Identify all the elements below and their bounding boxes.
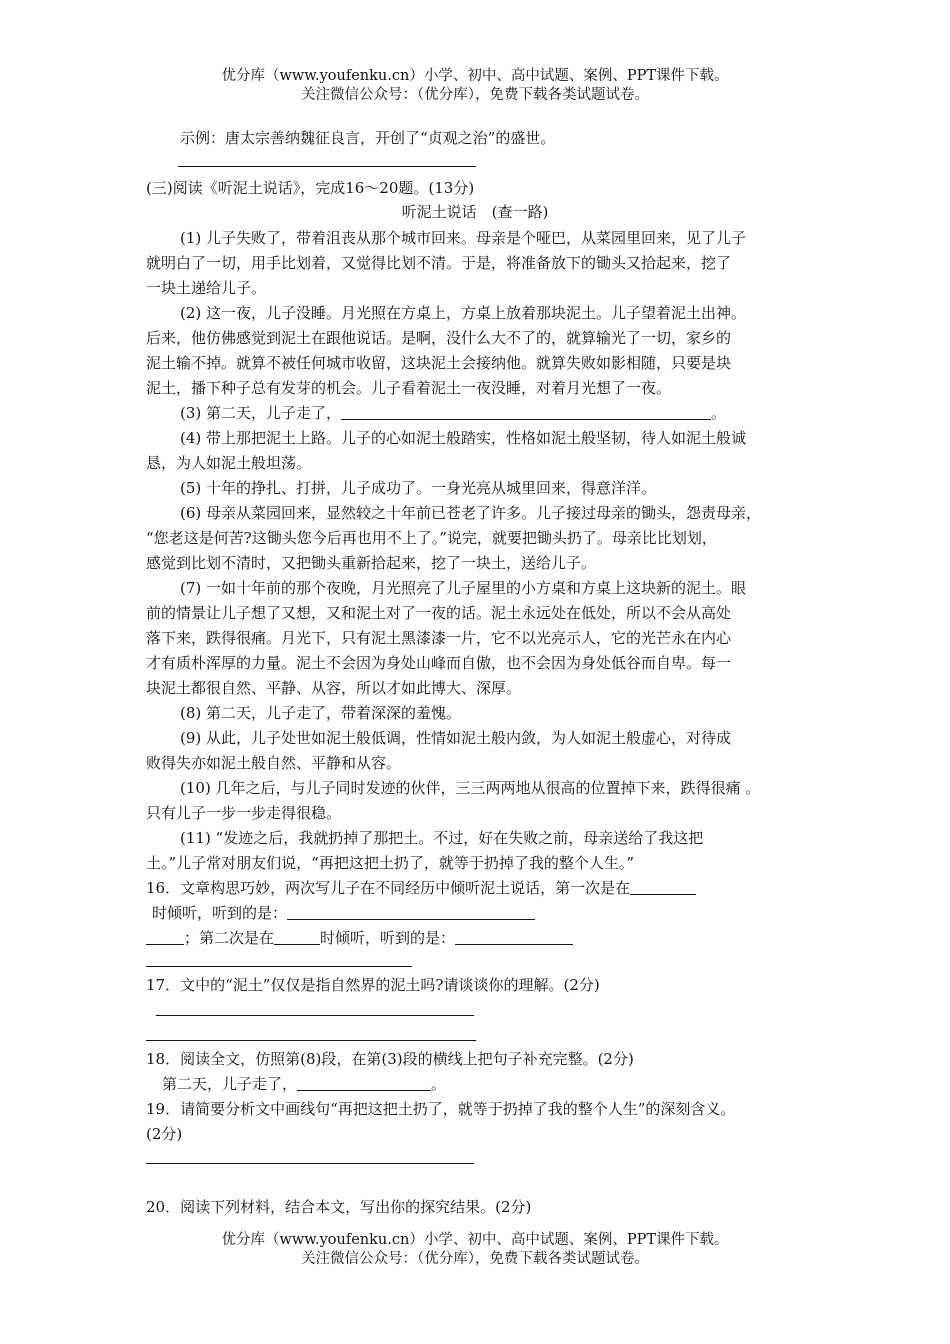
question-18: 18．阅读全文，仿照第(8)段，在第(3)段的横线上把句子补充完整。(2分)	[146, 1050, 634, 1068]
paragraph-line: 才有质朴浑厚的力量。泥土不会因为身处山峰而自傲，也不会因为身处低谷而自卑。每一	[146, 654, 732, 672]
paragraph-3-start: (3) 第二天，儿子走了，	[180, 404, 342, 422]
question-16-blank-3[interactable]	[146, 929, 184, 945]
paragraph-line: (10) 几年之后，与儿子同时发迹的伙伴，三三两两地从很高的位置掉下来，跌得很痛 。	[180, 779, 761, 797]
paragraph-3-blank[interactable]	[341, 404, 711, 420]
paragraph-line: (7) 一如十年前的那个夜晚，月光照亮了儿子屋里的小方桌和方桌上这块新的泥土。眼	[180, 579, 747, 597]
paragraph-line: (4) 带上那把泥土上路。儿子的心如泥土般踏实，性格如泥土般坚韧，待人如泥土般诚	[180, 429, 747, 447]
page-footer-line-2: 关注微信公众号：（优分库），免费下载各类试题试卷。	[301, 1251, 649, 1267]
paragraph-line: (9) 从此，儿子处世如泥土般低调，性情如泥土般内敛，为人如泥土般虚心，对待成	[180, 729, 732, 747]
paragraph-line: 只有儿子一步一步走得很稳。	[146, 804, 342, 822]
question-16-part-d: 时倾听，听到的是：	[320, 929, 456, 947]
paragraph-line: 泥土，播下种子总有发芽的机会。儿子看着泥土一夜没睡，对着月光想了一夜。	[146, 379, 672, 397]
paragraph-line: 块泥土都很自然、平静、从容，所以才如此博大、深厚。	[146, 679, 522, 697]
article-title: 听泥土说话 (查一路)	[401, 203, 549, 221]
paragraph-line: 落下来，跌得很痛。月光下，只有泥土黑漆漆一片，它不以光亮示人，它的光芒永在内心	[146, 629, 732, 647]
paragraph-line: 土。”儿子常对朋友们说，“再把这把土扔了，就等于扔掉了我的整个人生。”	[146, 854, 635, 872]
question-16-blank-5[interactable]	[455, 929, 573, 945]
answer-line[interactable]	[146, 966, 412, 967]
question-18-blank[interactable]	[297, 1075, 431, 1091]
question-16-blank-1[interactable]	[630, 879, 696, 895]
question-16-line-2	[152, 903, 535, 923]
paragraph-line: 感觉到比划不清时，又把锄头重新拾起来，挖了一块土，送给儿子。	[146, 554, 597, 572]
section-heading: (三)阅读《听泥土说话》，完成16～20题。(13分)	[146, 179, 475, 197]
question-16-blank-2[interactable]	[287, 904, 535, 920]
answer-line[interactable]	[146, 1040, 476, 1041]
paragraph-line: (11) “发迹之后，我就扔掉了那把土。不过，好在失败之前，母亲送给了我这把	[180, 829, 704, 847]
paragraph-line: 就明白了一切，用手比划着，又觉得比划不清。于是，将准备放下的锄头又拾起来，挖了	[146, 254, 732, 272]
question-16-part-b: 时倾听，听到的是：	[152, 904, 288, 922]
question-19-score: (2分)	[146, 1125, 183, 1143]
question-20: 20．阅读下列材料，结合本文，写出你的探究结果。(2分)	[146, 1198, 532, 1216]
paragraph-line: (8) 第二天，儿子走了，带着深深的羞愧。	[180, 704, 462, 722]
paragraph-line: (6) 母亲从菜园回来，显然较之十年前已苍老了许多。儿子接过母亲的锄头，怨责母亲，	[180, 504, 762, 522]
question-16-text: 16．文章构思巧妙，两次写儿子在不同经历中倾听泥土说话，第一次是在	[146, 879, 631, 897]
paragraph-line: 恳，为人如泥土般坦荡。	[146, 454, 312, 472]
page-header-line-2: 关注微信公众号：（优分库），免费下载各类试题试卷。	[301, 87, 649, 103]
answer-line[interactable]	[146, 1163, 474, 1164]
paragraph-line: (2) 这一夜，儿子没睡。月光照在方桌上，方桌上放着那块泥土。儿子望着泥土出神。	[180, 304, 747, 322]
question-16-blank-4[interactable]	[274, 929, 320, 945]
question-18-fill-start: 第二天，儿子走了，	[162, 1075, 298, 1093]
page-header-line-1: 优分库（www.youfenku.cn）小学、初中、高中试题、案例、PPT课件下载。	[221, 68, 729, 84]
paragraph-line: “您老这是何苦?这锄头您今后再也用不上了。”说完，就要把锄头扔了。母亲比比划划，	[146, 529, 717, 547]
question-16-line-1	[146, 878, 696, 898]
answer-line[interactable]	[156, 1015, 474, 1016]
answer-line	[178, 166, 476, 167]
paragraph-line: 败得失亦如泥土般自然、平静和从容。	[146, 754, 402, 772]
question-16-line-3	[146, 928, 573, 948]
paragraph-line: 后来，他仿佛感觉到泥土在跟他说话。是啊，没什么大不了的，就算输光了一切，家乡的	[146, 329, 732, 347]
question-18-fill	[162, 1074, 446, 1094]
question-18-fill-end: 。	[431, 1075, 447, 1093]
example-sentence: 示例：唐太宗善纳魏征良言，开创了“贞观之治”的盛世。	[180, 129, 556, 147]
question-17: 17．文中的“泥土”仅仅是指自然界的泥土吗?请谈谈你的理解。(2分)	[146, 976, 600, 994]
paragraph-3-end: 。	[711, 404, 727, 422]
question-19: 19．请简要分析文中画线句“再把这把土扔了，就等于扔掉了我的整个人生”的深刻含义。	[146, 1100, 736, 1118]
paragraph-3	[180, 403, 726, 423]
paragraph-line: 泥土输不掉。就算不被任何城市收留，这块泥土会接纳他。就算失败如影相随，只要是块	[146, 354, 732, 372]
paragraph-line: 前的情景让儿子想了又想，又和泥土对了一夜的话。泥土永远处在低处，所以不会从高处	[146, 604, 732, 622]
question-16-part-c: ；第二次是在	[184, 929, 275, 947]
page-footer-line-1: 优分库（www.youfenku.cn）小学、初中、高中试题、案例、PPT课件下载。	[221, 1232, 729, 1248]
paragraph-line: (1) 儿子失败了，带着沮丧从那个城市回来。母亲是个哑巴，从菜园里回来，见了儿子	[180, 229, 747, 247]
paragraph-line: 一块土递给儿子。	[146, 279, 267, 297]
paragraph-line: (5) 十年的挣扎、打拼，儿子成功了。一身光亮从城里回来，得意洋洋。	[180, 479, 657, 497]
